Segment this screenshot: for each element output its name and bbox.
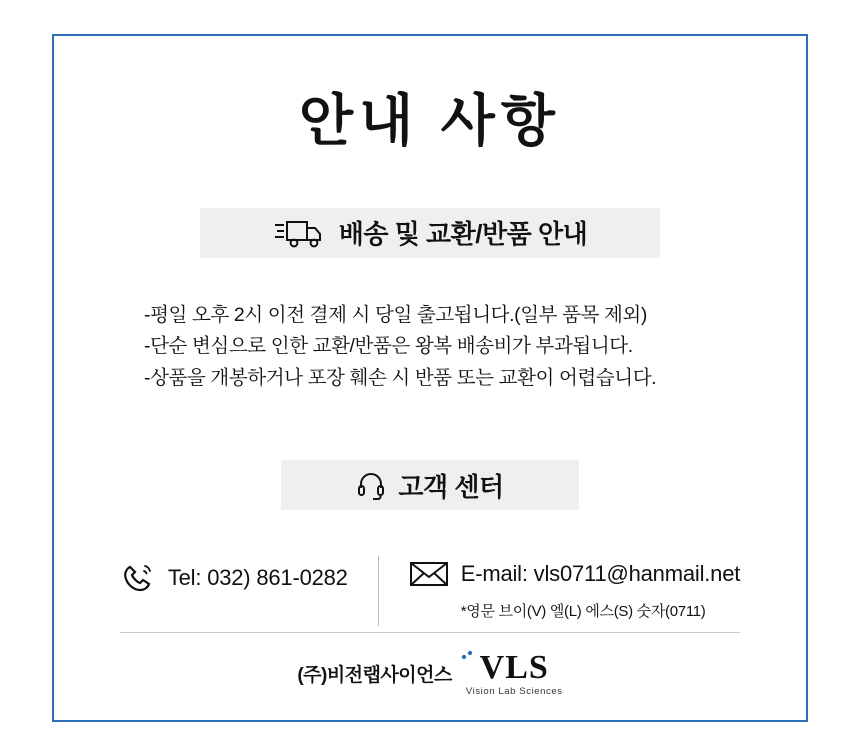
notice-card (52, 34, 808, 722)
phone-icon (120, 560, 156, 596)
mail-icon (409, 560, 449, 588)
shipping-section-title: 배송 및 교환/반품 안내 (338, 219, 588, 250)
footer-divider (120, 632, 740, 633)
shipping-section-header (200, 208, 660, 258)
customer-center-title: 고객 센터 (398, 471, 504, 502)
phone-contact (120, 554, 378, 596)
truck-icon (273, 216, 327, 250)
customer-center-header (281, 460, 579, 510)
list-item: -상품을 개봉하거나 포장 훼손 시 반품 또는 교환이 어렵습니다. (144, 366, 657, 389)
email-note: *영문 브이(V) 엘(L) 에스(S) 숫자(0711) (460, 603, 706, 621)
footer-brand (88, 648, 772, 697)
email-address: E-mail: vls0711@hanmail.net (460, 561, 741, 587)
logo-mark: VLS (479, 648, 549, 686)
list-item: -단순 변심으로 인한 교환/반품은 왕복 배송비가 부과됩니다. (144, 335, 633, 358)
list-item: -평일 오후 2시 이전 결제 시 당일 출고됩니다.(일부 품목 제외) (144, 303, 647, 326)
logo-dots-icon (460, 649, 476, 667)
contact-row (88, 554, 772, 626)
email-line (409, 554, 740, 588)
shipping-bullet-list (144, 300, 772, 395)
headset-icon (356, 470, 386, 500)
vls-logo (465, 648, 563, 697)
footer (88, 632, 772, 703)
email-contact (379, 554, 740, 621)
page-title: 안내 사항 (299, 89, 561, 152)
phone-number: Tel: 032) 861-0282 (167, 565, 348, 591)
logo-subtitle: Vision Lab Sciences (465, 685, 563, 697)
company-name: (주)비전랩사이언스 (297, 664, 452, 686)
